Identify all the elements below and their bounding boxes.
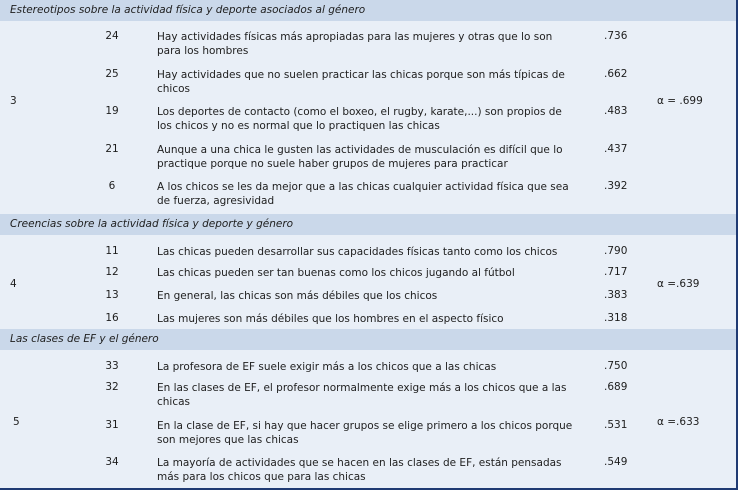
section-block [0, 350, 736, 488]
item-number: 34 [105, 456, 119, 468]
factor-loading: .790 [604, 245, 628, 257]
factor-number: 3 [10, 95, 17, 107]
item-text: En las clases de EF, el profesor normalmente exige más a los chicos que a las chicas [157, 382, 567, 408]
alpha-value: α =.639 [657, 278, 700, 290]
factor-loading: .736 [604, 30, 628, 42]
item-text: La profesora de EF suele exigir más a los chicos que a las chicas [157, 361, 497, 373]
factor-number: 4 [10, 278, 17, 290]
factor-loading: .717 [604, 266, 628, 278]
item-number: 13 [105, 289, 119, 301]
item-text: A los chicos se les da mejor que a las chicas cualquier actividad física que sea de fuerza, agresividad [157, 181, 569, 207]
factor-number: 5 [13, 416, 20, 428]
item-text: Hay actividades físicas más apropiadas para las mujeres y otras que lo son para los hombres [157, 31, 553, 57]
item-text: Las chicas pueden ser tan buenas como los chicos jugando al fútbol [157, 267, 515, 279]
factor-loading: .750 [604, 360, 628, 372]
factor-loading: .437 [604, 143, 628, 155]
factor-loading: .483 [604, 105, 628, 117]
item-text: La mayoría de actividades que se hacen en las clases de EF, están pensadas más para los chicos que para las chicas [157, 457, 562, 483]
factor-loading: .662 [604, 68, 628, 80]
item-number: 32 [105, 381, 119, 393]
factor-loading: .549 [604, 456, 628, 468]
item-text: Hay actividades que no suelen practicar las chicas porque son más típicas de chicos [157, 69, 565, 95]
item-text: Los deportes de contacto (como el boxeo, el rugby, karate,...) son propios de los chicos y no es normal que lo practiquen las chicas [157, 106, 562, 132]
alpha-value: α = .699 [657, 95, 703, 107]
factor-loading: .318 [604, 312, 628, 324]
item-number: 12 [105, 266, 119, 278]
item-number: 33 [105, 360, 119, 372]
item-number: 11 [105, 245, 119, 257]
alpha-value: α =.633 [657, 416, 700, 428]
item-text: Las mujeres son más débiles que los hombres en el aspecto físico [157, 313, 504, 325]
item-text: Las chicas pueden desarrollar sus capacidades físicas tanto como los chicos [157, 246, 558, 258]
item-number: 24 [105, 30, 119, 42]
section-header: Estereotipos sobre la actividad física y deporte asociados al género [0, 0, 736, 21]
factor-loading: .531 [604, 419, 628, 431]
item-number: 25 [105, 68, 119, 80]
item-number: 21 [105, 143, 119, 155]
section-block [0, 21, 736, 213]
item-text: En general, las chicas son más débiles que los chicos [157, 290, 438, 302]
factor-loading: .689 [604, 381, 628, 393]
item-text: En la clase de EF, si hay que hacer grupos se elige primero a los chicos porque son mejores que las chicas [157, 420, 573, 446]
item-number: 6 [108, 180, 116, 192]
item-number: 19 [105, 105, 119, 117]
section-header: Creencias sobre la actividad física y deporte y género [0, 214, 736, 235]
section-header: Las clases de EF y el género [0, 329, 736, 350]
item-number: 16 [105, 312, 119, 324]
item-number: 31 [105, 419, 119, 431]
section-block [0, 235, 736, 328]
factor-loading: .392 [604, 180, 628, 192]
factor-loading: .383 [604, 289, 628, 301]
item-text: Aunque a una chica le gusten las actividades de musculación es difícil que lo practique porque no suele haber grupos de mujeres para practicar [157, 144, 563, 170]
